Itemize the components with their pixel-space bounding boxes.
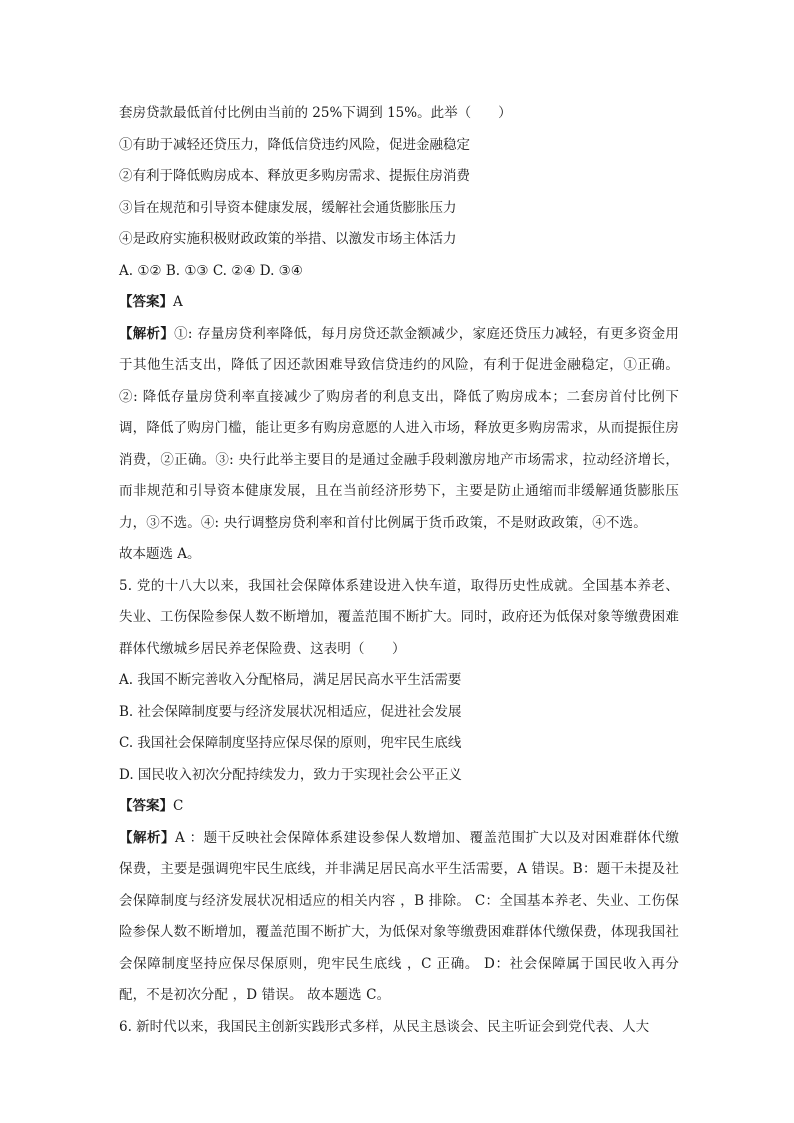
question-4-choices: A. ①② B. ①③ C. ②④ D. ③④ <box>119 262 303 279</box>
answer-value: C <box>173 798 184 814</box>
question-4-conclusion: 故本题选 A。 <box>119 546 201 562</box>
question-5-answer <box>119 791 679 823</box>
answer-value: A <box>173 294 183 310</box>
question-5-option-a: A. 我国不断完善收入分配格局，满足居民高水平生活需要 <box>119 672 462 688</box>
question-4-analysis <box>119 319 679 540</box>
question-4-answer <box>119 287 679 319</box>
question-4-option-3: ③旨在规范和引导资本健康发展，缓解社会通货膨胀压力 <box>119 199 457 216</box>
question-5-option-d: D. 国民收入初次分配持续发力，致力于实现社会公平正义 <box>119 766 462 783</box>
analysis-text: A ：题干反映社会保障体系建设参保人数增加、覆盖范围扩大以及对困难群体代缴保费，主要是强调兜牢民生底线，并非满足居民高水平生活需要，A 错误。B：题干未提及社会保障制度与经济发展状况相适应的相关内容 ，B 排除。 C：全国基本养老、失业、工伤保险参保人数不断增加，覆盖范围不断扩大，为低保对象等缴费困难群体代缴保费，体现我国社会保障制度坚持应保尽保原则，兜牢民生底线 ，C 正确。 D：社会保障属于国民收入再分配，不是初次分配 ，D 错误。 故本题选 C。 <box>119 829 679 1003</box>
analysis-label: 【解析】 <box>119 829 175 846</box>
document-page <box>119 98 679 1043</box>
question-5-option-b: B. 社会保障制度要与经济发展状况相适应，促进社会发展 <box>119 703 462 720</box>
question-5-analysis <box>119 823 679 1012</box>
question-4-option-2: ②有利于降低购房成本、释放更多购房需求、提振住房消费 <box>119 168 470 184</box>
answer-label: 【答案】 <box>119 798 173 814</box>
question-4-option-1: ①有助于减轻还贷压力，降低信贷违约风险，促进金融稳定 <box>119 136 470 153</box>
analysis-label: 【解析】 <box>119 325 175 342</box>
question-5-stem: 5. 党的十八大以来，我国社会保障体系建设进入快车道，取得历史性成就。全国基本养老、失业、工伤保险参保人数不断增加，覆盖范围不断扩大。同时，政府还为低保对象等缴费困难群体代缴城乡居民养老保险费、这表明（ ） <box>119 577 679 657</box>
question-5-option-c: C. 我国社会保障制度坚持应保尽保的原则，兜牢民生底线 <box>119 735 462 751</box>
question-4-option-4: ④是政府实施积极财政政策的举措、以激发市场主体活力 <box>119 231 457 247</box>
analysis-text: ①: 存量房贷利率降低，每月房贷还款金额减少，家庭还贷压力减轻，有更多资金用于其他生活支出，降低了因还款困难导致信贷违约的风险，有利于促进金融稳定，①正确。②: 降低存量房贷利率直接减少了购房者的利息支出，降低了购房成本；二套房首付比例下调，降低了购房门槛，能让更多有购房意愿的人进入市场，释放更多购房需求，从而提振住房消费，②正确。③: 央行此举主要目的是通过金融手段刺激房地产市场需求，拉动经济增长，而非规范和引导资本健康发展，且在当前经济形势下，主要是防止通缩而非缓解通货膨胀压力，③不选。④: 央行调整房贷利率和首付比例属于货币政策，不是财政政策，④不选。 <box>119 325 679 531</box>
answer-label: 【答案】 <box>119 294 173 310</box>
question-4-stem-tail: 套房贷款最低首付比例由当前的 25%下调到 15%。此举（ ） <box>119 105 512 121</box>
question-6-stem-head: 6. 新时代以来，我国民主创新实践形式多样，从民主恳谈会、民主听证会到党代表、人大 <box>119 1018 650 1035</box>
